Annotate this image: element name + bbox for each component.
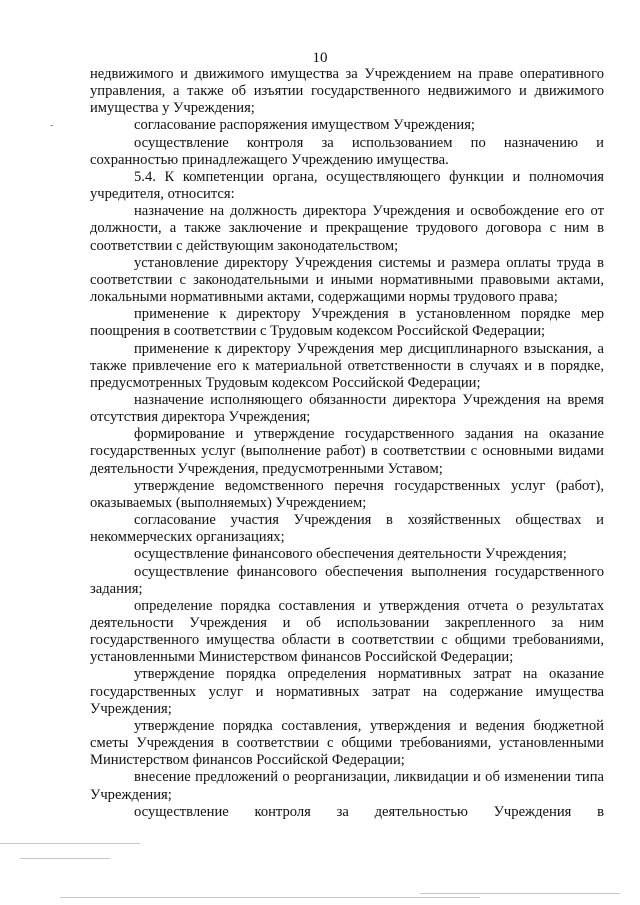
- paragraph: недвижимого и движимого имущества за Учреждением на праве оперативного управления, а также об изъятии государственного недвижимого и движимого имущества у Учреждения;: [90, 66, 604, 117]
- paragraph: осуществление контроля за использованием по назначению и сохранностью принадлежащего Учреждению имущества.: [90, 134, 604, 168]
- paragraph: утверждение ведомственного перечня государственных услуг (работ), оказываемых (выполняемых) Учреждением;: [90, 477, 604, 511]
- paragraph: утверждение порядка составления, утверждения и ведения бюджетной сметы Учреждения в соответствии с общими требованиями, установленными Министерством финансов Российской Федерации;: [90, 717, 604, 769]
- scan-artifact-line: [420, 893, 620, 894]
- document-body: [90, 66, 604, 821]
- paragraph: назначение на должность директора Учреждения и освобождение его от должности, а также заключение и прекращение трудового договора с ним в соответствии с действующим законодательством;: [90, 203, 604, 254]
- scan-mark: -: [50, 120, 54, 131]
- paragraph: согласование распоряжения имуществом Учреждения;: [134, 117, 475, 134]
- scan-artifact-line: [0, 843, 140, 844]
- page-number: 10: [312, 50, 328, 66]
- paragraph: установление директору Учреждения системы и размера оплаты труда в соответствии с законодательными и иными нормативными правовыми актами, локальными нормативными актами, содержащими нормы трудового права;: [90, 254, 604, 306]
- paragraph: осуществление финансового обеспечения деятельности Учреждения;: [134, 546, 567, 563]
- paragraph: осуществление контроля за деятельностью Учреждения в: [134, 803, 604, 820]
- scan-artifact-line: [20, 858, 110, 859]
- section-heading: 5.4. К компетенции органа, осуществляющего функции и полномочия учредителя, относится:: [90, 168, 604, 203]
- scan-artifact-line: [60, 897, 480, 898]
- paragraph: определение порядка составления и утверждения отчета о результатах деятельности Учреждения и об использовании закрепленного за ним государственного имущества области в соответствии с общими требованиями, установленными Министерством финансов Российской Федерации;: [90, 597, 604, 666]
- paragraph: утверждение порядка определения нормативных затрат на оказание государственных услуг и нормативных затрат на содержание имущества Учреждения;: [90, 666, 604, 717]
- paragraph: применение к директору Учреждения в установленном порядке мер поощрения в соответствии с Трудовым кодексом Российской Федерации;: [90, 306, 604, 340]
- paragraph: формирование и утверждение государственного задания на оказание государственных услуг (выполнение работ) в соответствии с основными видами деятельности Учреждения, предусмотренными Уставом;: [90, 426, 604, 477]
- paragraph: применение к директору Учреждения мер дисциплинарного взыскания, а также привлечение его к материальной ответственности в случаях и в порядке, предусмотренных Трудовым кодексом Российской Федерации;: [90, 340, 604, 391]
- paragraph: внесение предложений о реорганизации, ликвидации и об изменении типа Учреждения;: [90, 769, 604, 803]
- paragraph: осуществление финансового обеспечения выполнения государственного задания;: [90, 563, 604, 597]
- paragraph: назначение исполняющего обязанности директора Учреждения на время отсутствия директора Учреждения;: [90, 391, 604, 426]
- paragraph: согласование участия Учреждения в хозяйственных обществах и некоммерческих организациях;: [90, 512, 604, 546]
